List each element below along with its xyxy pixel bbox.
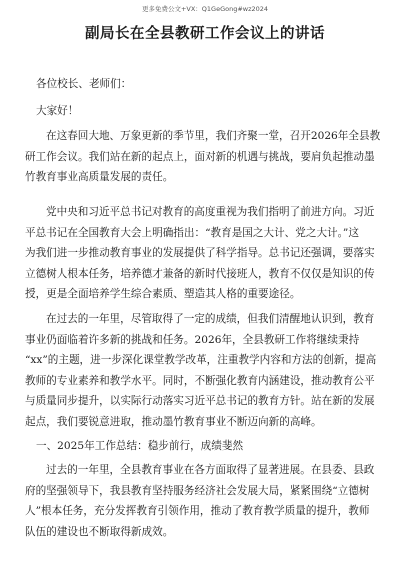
paragraph-line: 与质量同步提升，以实际行动落实习近平总书记的教育方针。站在新的发展 — [25, 395, 375, 407]
paragraph-2 — [25, 202, 387, 305]
paragraph-line: 授，更是全面培养学生综合素质、塑造其人格的重要途径。 — [25, 288, 301, 300]
paragraph-line: 在过去的一年里，尽管取得了一定的成绩，但我们清醒地认识到，教育 — [46, 313, 375, 325]
salutation: 各位校长、老师们： — [36, 78, 132, 90]
paragraph-3 — [25, 309, 387, 432]
document-title: 副局长在全县教研工作会议上的讲话 — [85, 25, 325, 42]
paragraph-line: 在这春回大地、万象更新的季节里，我们齐聚一堂，召开2026年全县教 — [46, 130, 381, 142]
paragraph-line: 党中央和习近平总书记对教育的高度重视为我们指明了前进方向。习近 — [46, 206, 375, 218]
paragraph-line: 起点，我们要锐意进取，推动墨竹教育事业不断迈向新的高峰。 — [25, 415, 322, 428]
paragraph-1 — [25, 126, 387, 188]
paragraph-line: 为我们进一步推动教育事业的发展提供了科学指导。总书记还强调，要落实 — [25, 247, 375, 259]
paragraph-line: 队伍的建设也不断取得新成效。 — [25, 525, 174, 538]
paragraph-line: 平总书记在全国教育大会上明确指出：“教育是国之大计、党之大计。”这 — [25, 226, 359, 239]
paragraph-line: 府的坚强领导下，我县教育坚持服务经济社会发展大局，紧紧围绕“立德树 — [25, 484, 370, 497]
paragraph-line: 立德树人根本任务，培养德才兼备的新时代接班人，教育不仅仅是知识的传 — [25, 267, 375, 280]
header-watermark: 更多免费公文+VX：Q1GeGong#wz2024 — [141, 5, 269, 13]
paragraph-line: 人”根本任务，充分发挥教育引领作用，推动了教育教学质量的提升，教师 — [25, 505, 370, 517]
paragraph-line: “xx”的主题，进一步深化课堂教学改革，注重教学内容和方法的创新，提高 — [25, 354, 377, 366]
paragraph-line: 过去的一年里，全县教育事业在各方面取得了显著进展。在县委、县政 — [46, 464, 375, 476]
paragraph-line: 教师的专业素养和教学水平。同时，不断强化教育内涵建设，推动教育公平 — [25, 374, 375, 387]
paragraph-line: 研工作会议。我们站在新的起点上，面对新的机遇与挑战，要肩负起推动墨 — [25, 150, 375, 163]
paragraph-line: 竹教育事业高质量发展的责任。 — [25, 171, 174, 183]
paragraph-line: 事业仍面临着许多新的挑战和任务。2026年，全县教研工作将继续秉持 — [25, 333, 360, 346]
section-heading: 一、2025年工作总结：稳步前行，成绩斐然 — [36, 440, 244, 452]
greeting: 大家好！ — [36, 105, 79, 117]
paragraph-4 — [25, 460, 387, 542]
